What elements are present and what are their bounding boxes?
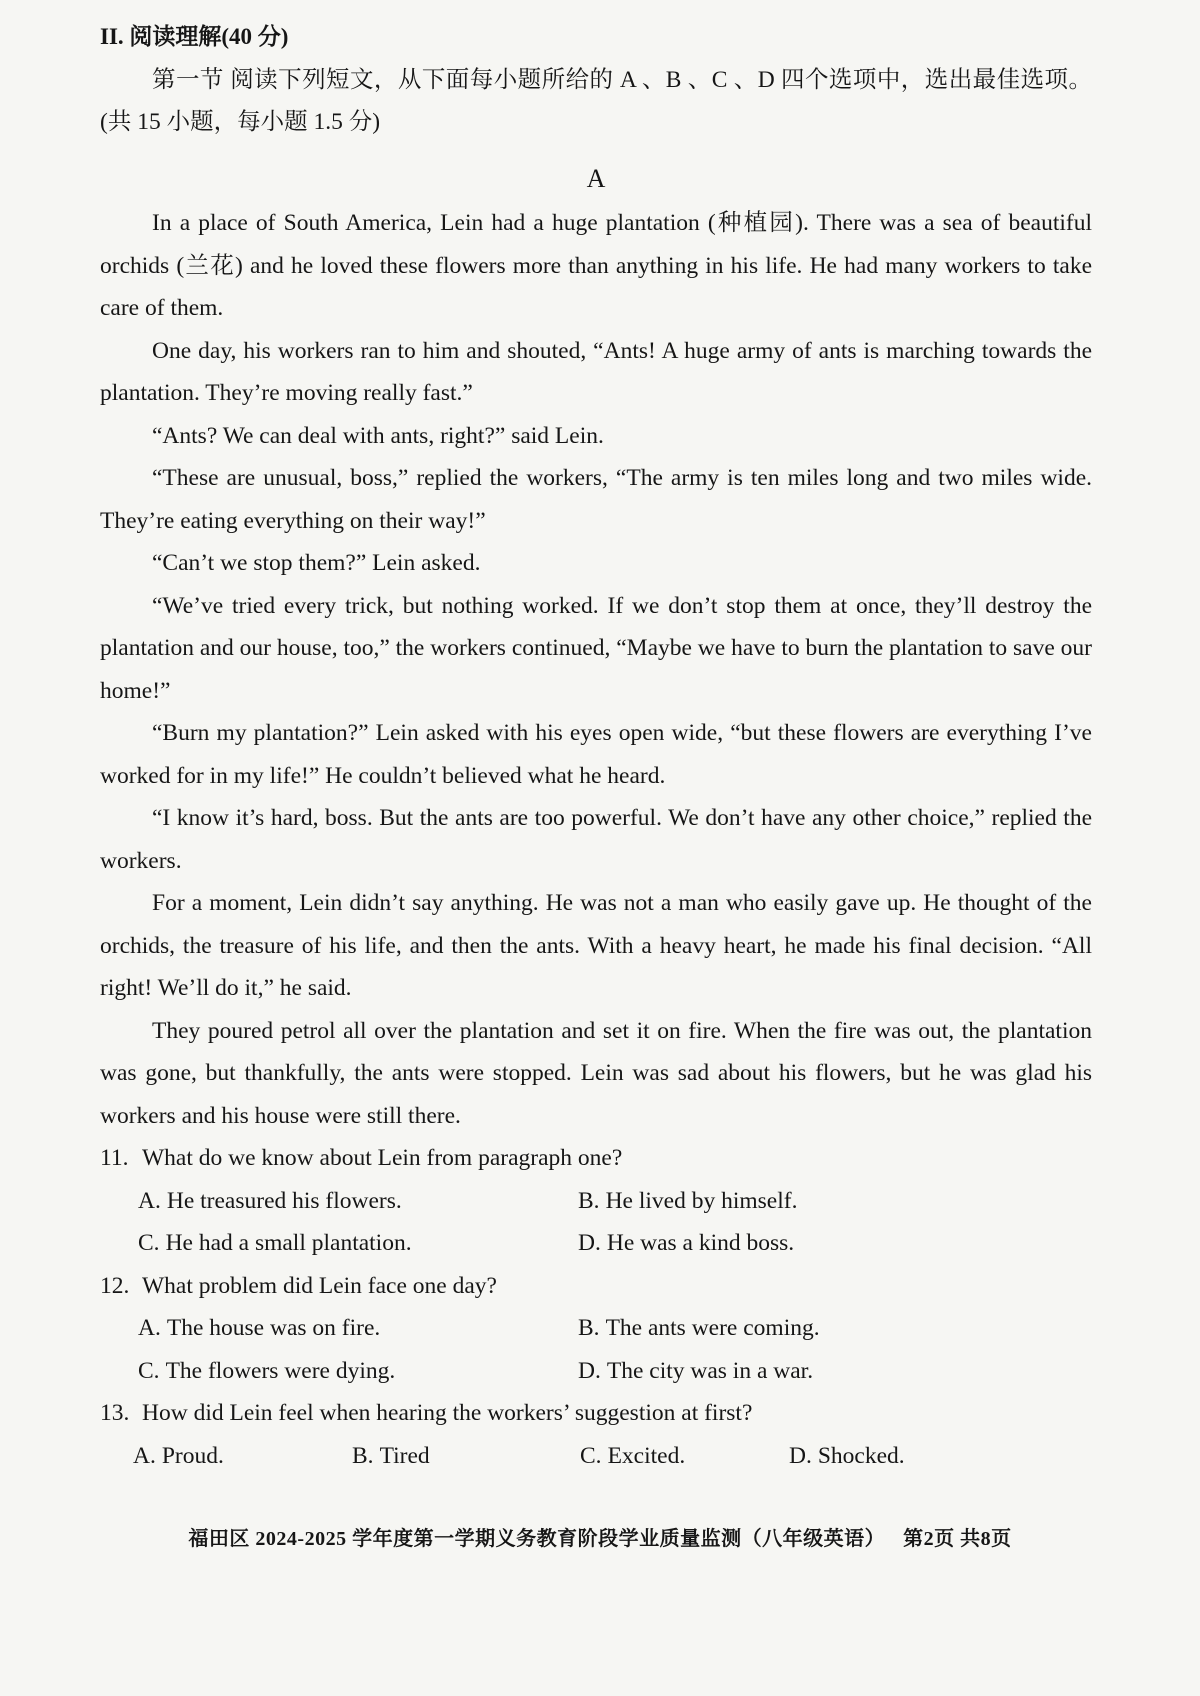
option-letter: B. — [578, 1187, 600, 1214]
option-text: He treasured his flowers. — [166, 1187, 402, 1214]
question-13 — [100, 1392, 1092, 1477]
passage-body — [100, 202, 1092, 1137]
option-a — [138, 1307, 578, 1350]
question-11 — [100, 1137, 1092, 1265]
passage-paragraph: “Ants? We can deal with ants, right?” said Lein. — [152, 422, 604, 449]
option-letter: C. — [580, 1442, 602, 1469]
option-text: Excited. — [607, 1442, 686, 1469]
option-letter: A. — [138, 1315, 161, 1341]
option-text: He lived by himself. — [605, 1187, 798, 1214]
option-letter: D. — [578, 1357, 601, 1384]
question-options — [100, 1180, 1092, 1265]
option-text: The ants were coming. — [605, 1315, 820, 1341]
option-b — [578, 1307, 1092, 1350]
question-stem — [100, 1137, 1092, 1180]
question-stem — [100, 1265, 1092, 1308]
option-letter: A. — [133, 1442, 156, 1469]
option-letter: A. — [138, 1187, 161, 1214]
page-footer — [0, 1522, 1200, 1551]
section-title: II. 阅读理解(40 分) — [100, 24, 289, 49]
option-d — [578, 1222, 1092, 1265]
option-a — [138, 1180, 578, 1223]
passage-paragraph: One day, his workers ran to him and shouted, “Ants! A huge army of ants is marching towards the plantation. They’re moving really fast.” — [100, 337, 1092, 406]
footer-page-number: 第2页 共8页 — [903, 1528, 1012, 1550]
passage-paragraph: They poured petrol all over the plantation and set it on fire. When the fire was out, the plantation was gone, but thankfully, the ants were stopped. Lein was sad about his flowers, but he was glad his workers and his house were still there. — [100, 1017, 1092, 1129]
option-text: The flowers were dying. — [165, 1357, 396, 1384]
section-instructions: 第一节 阅读下列短文，从下面每小题所给的 A 、B 、C 、D 四个选项中，选出最佳选项。(共 15 小题，每小题 1.5 分) — [100, 66, 1092, 135]
passage-paragraph: In a place of South America, Lein had a huge plantation (种植园). There was a sea of beautiful orchids (兰花) and he loved these flowers more than anything in his life. He had many workers to take care of them. — [100, 210, 1092, 321]
option-letter: C. — [138, 1357, 160, 1384]
option-a — [133, 1435, 352, 1478]
option-c — [138, 1222, 578, 1265]
option-text: Shocked. — [817, 1442, 905, 1469]
passage-paragraph: “We’ve tried every trick, but nothing worked. If we don’t stop them at once, they’ll destroy the plantation and our house, too,” the workers continued, “Maybe we have to burn the plantation to save our home!” — [100, 592, 1092, 704]
passage-paragraph: “Burn my plantation?” Lein asked with his eyes open wide, “but these flowers are everything I’ve worked for in my life!” He couldn’t believed what he heard. — [100, 720, 1092, 789]
passage-paragraph: “I know it’s hard, boss. But the ants are too powerful. We don’t have any other choice,” replied the workers. — [100, 805, 1092, 874]
question-12 — [100, 1265, 1092, 1393]
option-c — [138, 1350, 578, 1393]
option-text: Proud. — [161, 1442, 224, 1469]
option-text: He had a small plantation. — [165, 1230, 412, 1256]
option-d — [578, 1350, 1092, 1393]
option-text: The house was on fire. — [166, 1315, 381, 1341]
option-letter: D. — [789, 1442, 812, 1469]
question-text: What do we know about Lein from paragraph one? — [142, 1145, 623, 1171]
question-number: 12. — [100, 1272, 130, 1299]
option-text: Tired — [379, 1442, 430, 1469]
option-letter: C. — [138, 1230, 160, 1256]
passage-paragraph: “These are unusual, boss,” replied the workers, “The army is ten miles long and two miles wide. They’re eating everything on their way!” — [100, 465, 1092, 534]
question-options — [100, 1435, 1092, 1478]
option-letter: B. — [578, 1315, 600, 1341]
option-text: He was a kind boss. — [606, 1230, 795, 1256]
option-letter: D. — [578, 1230, 601, 1256]
option-b — [352, 1435, 580, 1478]
option-b — [578, 1180, 1092, 1223]
question-stem — [100, 1392, 1092, 1435]
option-c — [580, 1435, 789, 1478]
question-text: How did Lein feel when hearing the workers’ suggestion at first? — [142, 1400, 753, 1426]
passage-paragraph: “Can’t we stop them?” Lein asked. — [152, 550, 481, 576]
option-text: The city was in a war. — [606, 1357, 814, 1384]
option-d — [789, 1435, 1092, 1478]
page-content — [100, 16, 1092, 1477]
passage-label: A — [586, 163, 606, 193]
question-number: 11. — [100, 1145, 129, 1171]
question-options — [100, 1307, 1092, 1392]
question-text: What problem did Lein face one day? — [142, 1272, 497, 1299]
option-letter: B. — [352, 1442, 374, 1469]
footer-title: 福田区 2024-2025 学年度第一学期义务教育阶段学业质量监测（八年级英语） — [188, 1528, 886, 1550]
passage-paragraph: For a moment, Lein didn’t say anything. He was not a man who easily gave up. He thought of the orchids, the treasure of his life, and then the ants. With a heavy heart, he made his final decision. “All right! We’ll do it,” he said. — [100, 890, 1092, 1001]
question-number: 13. — [100, 1400, 130, 1426]
